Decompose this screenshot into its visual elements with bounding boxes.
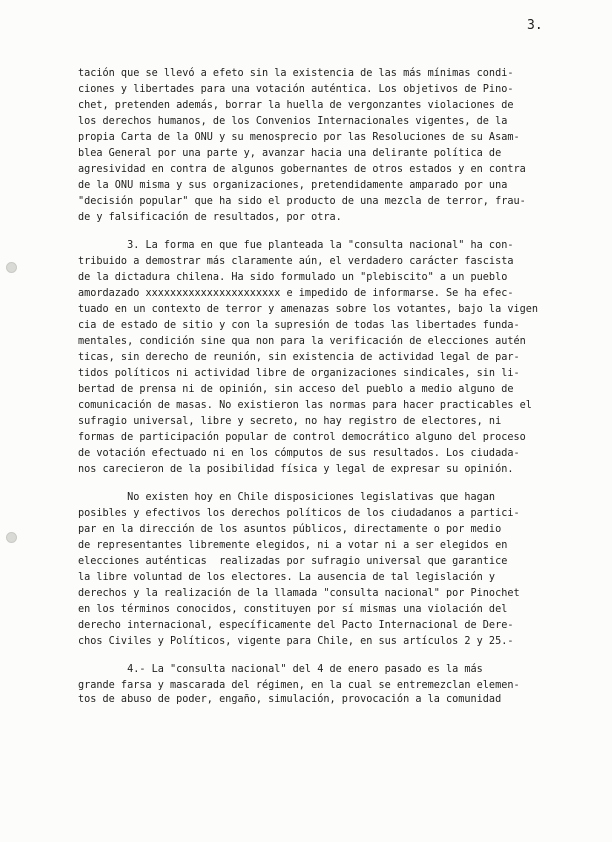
text-line: los derechos humanos, de los Convenios Internacionales vigentes, de la [78, 116, 508, 127]
paragraph-spacer [78, 650, 590, 662]
text-line: formas de participación popular de control democrático alguno del proceso [78, 432, 526, 443]
text-line: tación que se llevó a efeto sin la existencia de las más mínimas condi- [78, 68, 514, 79]
text-line: de y falsificación de resultados, por otra. [78, 212, 342, 223]
text-line: 4.- La "consulta nacional" del 4 de enero pasado es la más [78, 664, 483, 675]
text-line: agresividad en contra de algunos gobernantes de otros estados y en contra [78, 164, 526, 175]
text-line: tidos políticos ni actividad libre de organizaciones sindicales, sin li- [78, 368, 520, 379]
paragraph-3 [78, 238, 590, 478]
text-line: en los términos conocidos, constituyen por sí mismas una violación del [78, 604, 508, 615]
text-line: tribuido a demostrar más claramente aún, el verdadero carácter fascista [78, 256, 514, 267]
text-line: tuado en un contexto de terror y amenazas sobre los votantes, bajo la vigen [78, 304, 539, 315]
paragraph-4 [78, 662, 590, 705]
text-line: propia Carta de la ONU y su menosprecio por las Resoluciones de su Asam- [78, 132, 520, 143]
text-line: posibles y efectivos los derechos políticos de los ciudadanos a partici- [78, 508, 520, 519]
paragraph-no-existen [78, 490, 590, 650]
text-line: par en la dirección de los asuntos públicos, directamente o por medio [78, 524, 502, 535]
page-number: 3. [527, 18, 543, 33]
text-line: la libre voluntad de los electores. La ausencia de tal legislación y [78, 572, 496, 583]
paragraph-spacer [78, 478, 590, 490]
text-line: mentales, condición sine qua non para la verificación de elecciones autén [78, 336, 526, 347]
punch-hole-icon [6, 262, 17, 273]
text-line: nos carecieron de la posibilidad física y legal de expresar su opinión. [78, 464, 514, 475]
paragraph-spacer [78, 226, 590, 238]
text-line: comunicación de masas. No existieron las normas para hacer practicables el [78, 400, 532, 411]
text-line: chos Civiles y Políticos, vigente para Chile, en sus artículos 2 y 25.- [78, 636, 514, 647]
text-line: bertad de prensa ni de opinión, sin acceso del pueblo a medio alguno de [78, 384, 514, 395]
text-line: cia de estado de sitio y con la supresión de todas las libertades funda- [78, 320, 520, 331]
text-line: derecho internacional, específicamente del Pacto Internacional de Dere- [78, 620, 514, 631]
text-line: tos de abuso de poder, engaño, simulación, provocación a la comunidad [78, 694, 502, 705]
text-line: "decisión popular" que ha sido el producto de una mezcla de terror, frau- [78, 196, 526, 207]
text-line: de votación efectuado ni en los cómputos de sus resultados. Los ciudada- [78, 448, 520, 459]
document-body [78, 66, 590, 705]
text-line: blea General por una parte y, avanzar hacia una delirante política de [78, 148, 502, 159]
text-line: ciones y libertades para una votación auténtica. Los objetivos de Pino- [78, 84, 514, 95]
text-line: elecciones auténticas realizadas por sufragio universal que garantice [78, 556, 508, 567]
text-line: sufragio universal, libre y secreto, no hay registro de electores, ni [78, 416, 502, 427]
text-line: amordazado xxxxxxxxxxxxxxxxxxxxxx e impedido de informarse. Se ha efec- [78, 288, 514, 299]
punch-hole-icon [6, 532, 17, 543]
text-line: grande farsa y mascarada del régimen, en la cual se entremezclan elemen- [78, 680, 520, 691]
text-line: derechos y la realización de la llamada "consulta nacional" por Pinochet [78, 588, 520, 599]
text-line: 3. La forma en que fue planteada la "consulta nacional" ha con- [78, 240, 514, 251]
text-line: chet, pretenden además, borrar la huella de vergonzantes violaciones de [78, 100, 514, 111]
text-line: de representantes libremente elegidos, ni a votar ni a ser elegidos en [78, 540, 508, 551]
text-line: No existen hoy en Chile disposiciones legislativas que hagan [78, 492, 496, 503]
text-line: ticas, sin derecho de reunión, sin existencia de actividad legal de par- [78, 352, 520, 363]
paragraph-continuation [78, 66, 590, 226]
text-line: de la ONU misma y sus organizaciones, pretendidamente amparado por una [78, 180, 508, 191]
text-line: de la dictadura chilena. Ha sido formulado un "plebiscito" a un pueblo [78, 272, 508, 283]
